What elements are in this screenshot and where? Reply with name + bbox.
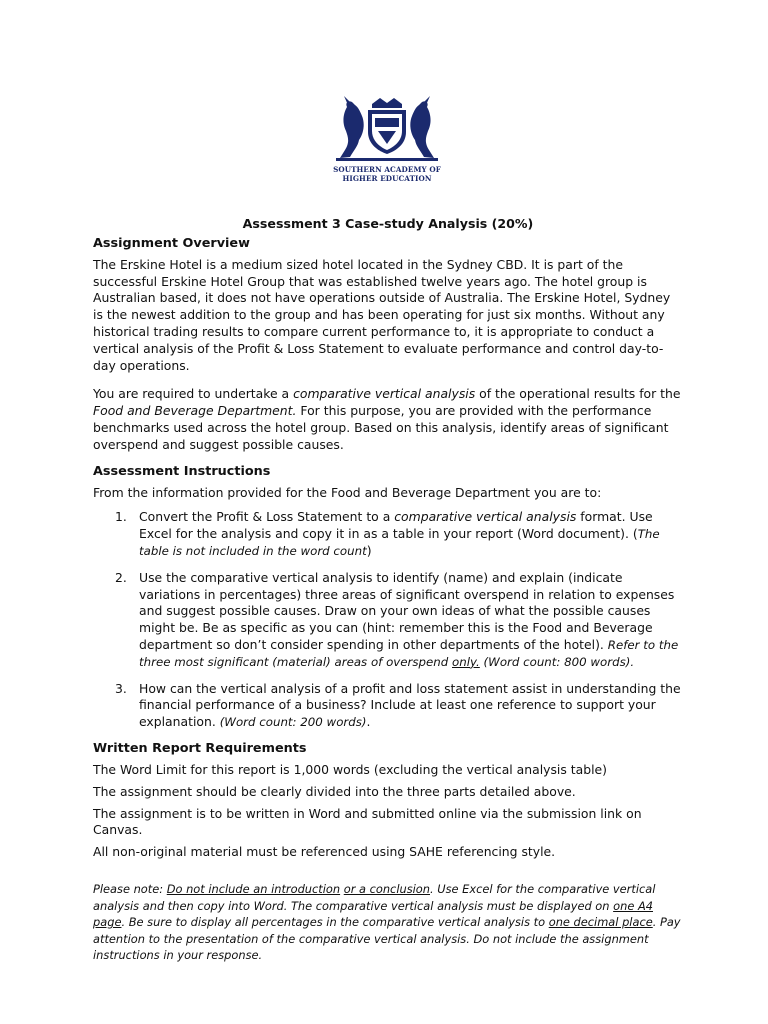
logo-text (328, 165, 446, 183)
logo-line-2: HIGHER EDUCATION (342, 174, 432, 183)
sahe-logo (328, 90, 446, 205)
crest-icon (328, 90, 446, 166)
requirement-line: The Word Limit for this report is 1,000 words (excluding the vertical analysis table) (93, 761, 607, 777)
list-item: 2. Use the comparative vertical analysis to identify (name) and explain (indicate variations in percentages) three areas of significant overspend in relation to expenses and suggest possible causes. Draw on your own ideas of what the possible causes might be. Be as specific as you can (hint: remember this is the Food and Beverage department so don’t consider spending in other departments of the hotel). Refer to the three most significant (material) areas of overspend only. (Word count: 800 words). (115, 569, 679, 669)
requirement-line: All non-original material must be referenced using SAHE referencing style. (93, 844, 556, 860)
please-note: Please note: Do not include an introduction or a conclusion. Use Excel for the comparative vertical analysis and then copy into Word. The comparative vertical analysis must be displayed on one A4 page. Be sure to display all percentages in the comparative vertical analysis to one decimal place. Pay attention to the presentation of the comparative vertical analysis. Do not include the assignment instructions in your response. (93, 881, 681, 963)
page-title: Assessment 3 Case-study Analysis (20%) (242, 216, 534, 231)
requirements-heading: Written Report Requirements (93, 740, 307, 756)
list-item: 3. How can the vertical analysis of a profit and loss statement assist in understanding the financial performance of a business? Include at least one reference to support your explanation. (Word count: 200 words). (115, 680, 681, 730)
requirement-line: The assignment should be clearly divided into the three parts detailed above. (93, 783, 576, 799)
overview-paragraph-2: You are required to undertake a comparative vertical analysis of the operational results for the Food and Beverage Department. For this purpose, you are provided with the performance benchmarks used across the hotel group. Based on this analysis, identify areas of significant overspend and suggest possible causes. (93, 386, 681, 452)
overview-paragraph-1: The Erskine Hotel is a medium sized hotel located in the Sydney CBD. It is part of the successful Erskine Hotel Group that was established twelve years ago. The hotel group is Australian based, it does not have operations outside of Australia. The Erskine Hotel, Sydney is the newest addition to the group and has been operating for just six months. Without any historical trading results to compare current performance to, it is appropriate to conduct a vertical analysis of the Profit & Loss Statement to evaluate performance and control day-to-day operations. (93, 256, 671, 373)
logo-line-1: SOUTHERN ACADEMY OF (333, 165, 441, 174)
requirement-line: The assignment is to be written in Word and submitted online via the submission link on Canvas. (93, 805, 642, 838)
overview-heading: Assignment Overview (93, 235, 250, 251)
list-item: 1. Convert the Profit & Loss Statement to a comparative vertical analysis format. Use Excel for the analysis and copy it in as a table in your report (Word document). (The table is not included in the word count) (115, 509, 660, 558)
document-body (93, 216, 683, 964)
instructions-intro: From the information provided for the Food and Beverage Department you are to: (93, 484, 602, 500)
instructions-heading: Assessment Instructions (93, 463, 271, 479)
instructions-list (93, 509, 683, 731)
